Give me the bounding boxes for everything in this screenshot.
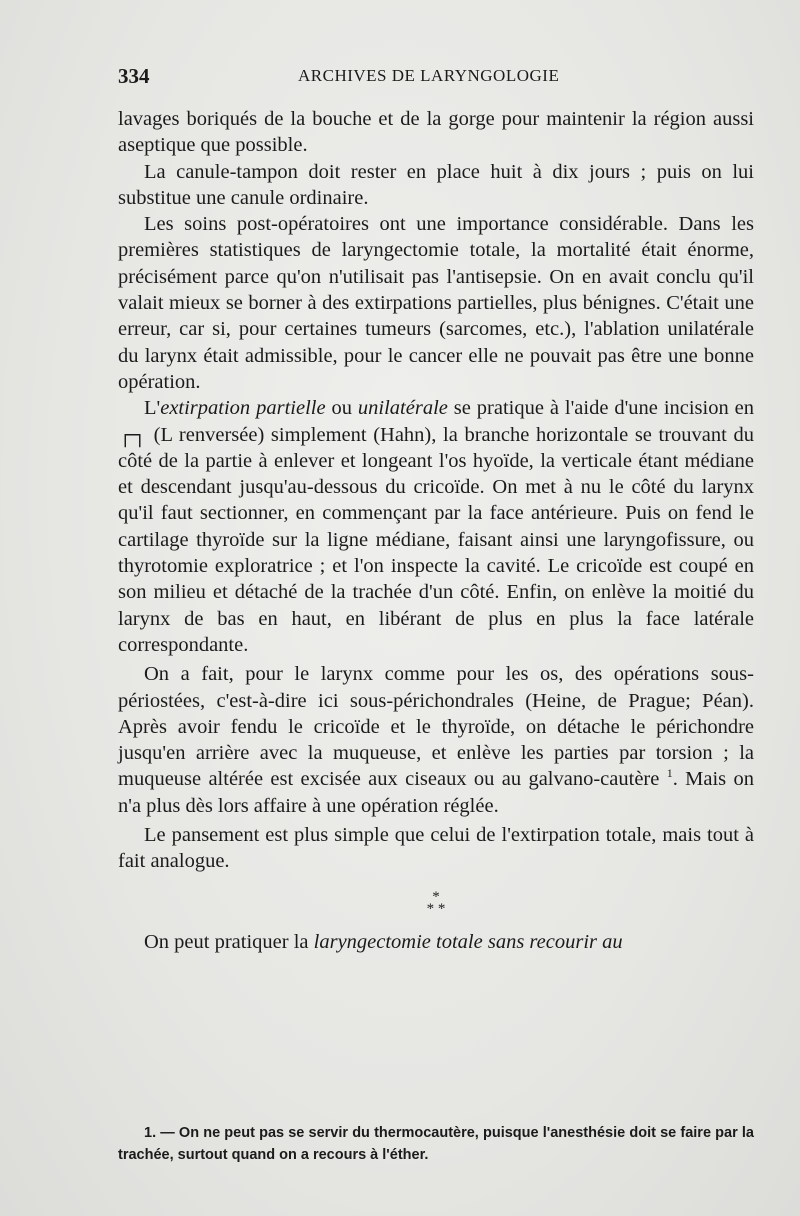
text-run: . Mais on n'a plus dès lors affaire à une opération réglée. — [118, 768, 754, 817]
running-head: ARCHIVES DE LARYNGOLOGIE — [298, 66, 560, 85]
paragraph-last — [118, 929, 754, 955]
paragraph — [118, 211, 754, 395]
text-run: On peut pratiquer la — [144, 930, 314, 953]
italic-text: extirpation partielle — [160, 397, 326, 420]
italic-text: laryngectomie totale sans recourir au — [313, 930, 623, 953]
paragraph — [118, 661, 754, 819]
text-run: Les soins post-opératoires ont une importance considérable. Dans les premières statistiques de laryngectomie totale, la mortalité était énorme, précisément parce qu'on n'utilisait pas l'antisepsie. On en avait conclu qu'il valait mieux se borner à des extirpations partielles, plus bénignes. C'était une erreur, car si, pour certaines tumeurs (sarcomes, etc.), l'ablation unilatérale du larynx était admissible, pour le cancer elle ne pouvait pas être une bonne opération. — [118, 213, 754, 393]
italic-text: unilatérale — [357, 397, 448, 420]
text-run: se pratique à l'aide d'une incision en ┌┐ (L renversée) simplement (Hahn), la branche horizontale se trouvant du côté de la partie à enlever et longeant l'os hyoïde, la verticale étant médiane et descendant jusqu'au-dessous du cricoïde. On met à nu le côté du larynx qu'il faut sectionner, en commençant par la face antérieure. Puis on fend le cartilage thyroïde sur la ligne médiane, faisant ainsi une laryngofissure, ou thyrotomie exploratrice ; et l'on inspecte la cavité. Le cricoïde est coupé en son milieu et détaché de la trachée d'un côté. Enfin, on enlève la moitié du larynx de bas en haut, en libérant de plus en plus la face latérale correspondante. — [118, 397, 754, 656]
footnote — [118, 1122, 754, 1166]
text-run: L' — [144, 397, 161, 420]
text-run: Le pansement est plus simple que celui de l'extirpation totale, mais tout à fait analogue. — [118, 824, 754, 873]
separator-star-top: * — [432, 888, 440, 905]
text-run: On a fait, pour le larynx comme pour les os, des opérations sous-périostées, c'est-à-dire ici sous-périchondrales (Heine, de Prague; Péan). Après avoir fendu le cricoïde et le thyroïde, on détache le périchondre jusqu'en arrière avec la muqueuse, et enlève les parties par torsion ; la muqueuse altérée est excisée aux ciseaux ou au galvano-cautère — [118, 663, 754, 791]
paragraph — [118, 395, 754, 658]
page-header — [118, 64, 754, 92]
paragraph — [118, 106, 754, 159]
text-run: La canule-tampon doit rester en place huit à dix jours ; puis on lui substitue une canule ordinaire. — [118, 160, 754, 209]
page-number: 334 — [118, 64, 150, 88]
separator-star-bottom: * * — [426, 900, 446, 917]
footnote-text: 1. — On ne peut pas se servir du thermocautère, puisque l'anesthésie doit se faire par la trachée, surtout quand on a recours à l'éther. — [118, 1125, 754, 1163]
paragraph — [118, 822, 754, 875]
footnote-ref: 1 — [666, 766, 673, 781]
text-run: lavages boriqués de la bouche et de la gorge pour maintenir la région aussi aseptique que possible. — [118, 108, 754, 157]
text-run: ou — [325, 397, 358, 420]
section-separator — [118, 888, 754, 917]
body-text — [118, 106, 754, 955]
paragraph — [118, 159, 754, 212]
